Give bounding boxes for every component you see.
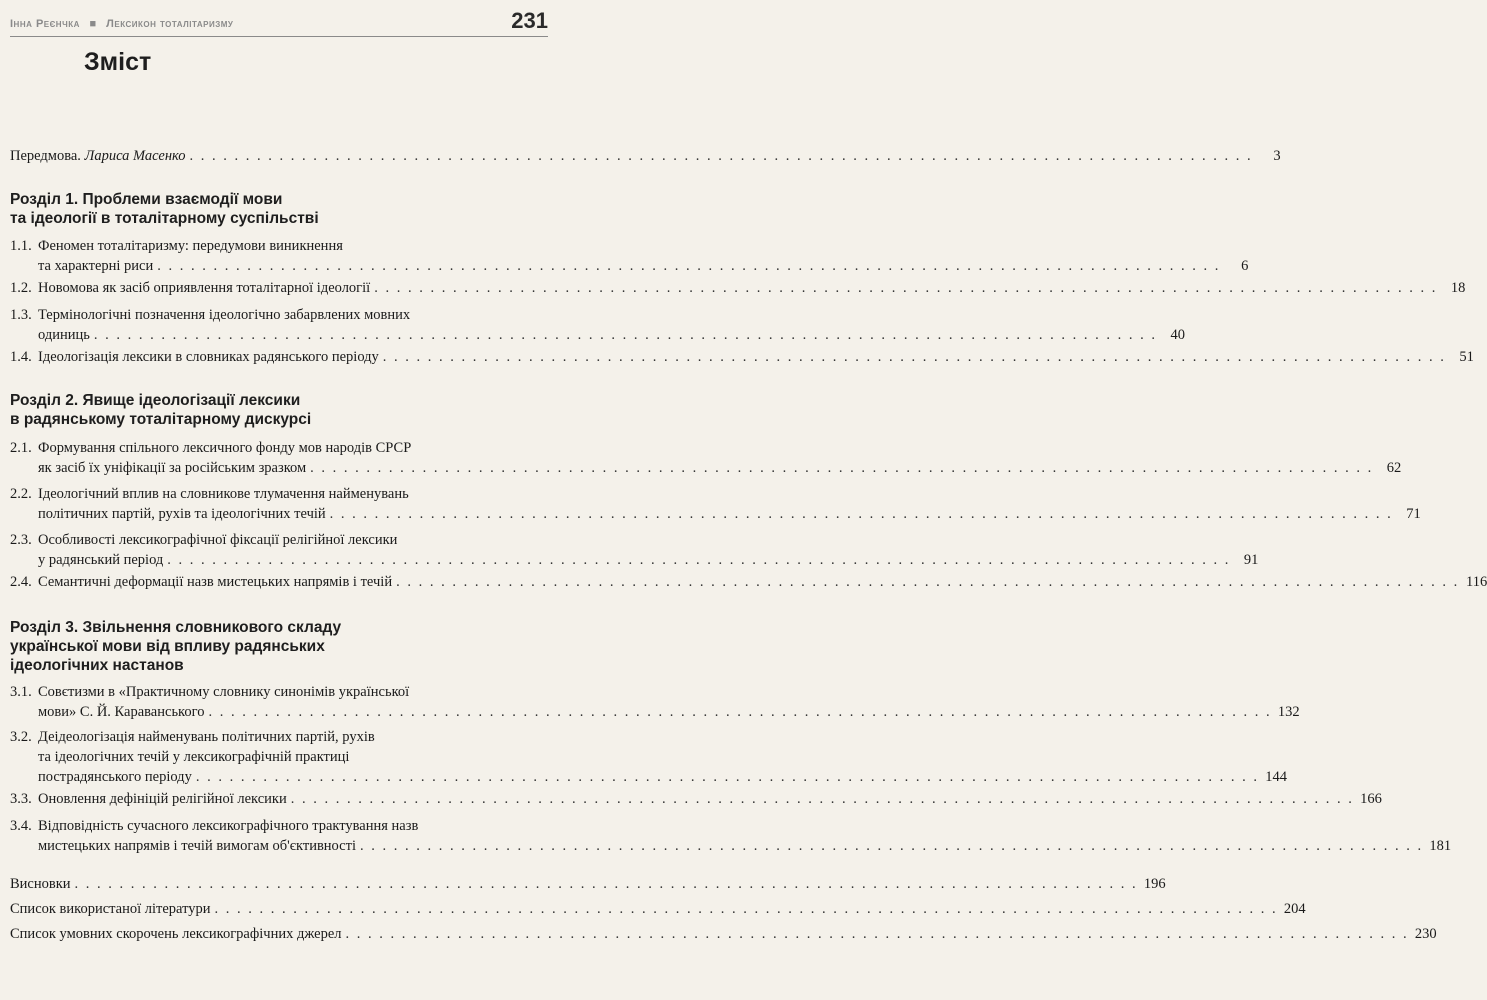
leader-dots [157, 256, 1220, 276]
page-ref: 204 [1283, 901, 1306, 917]
header-author: Інна Реєнчка [10, 18, 80, 30]
entry-title-line: пострадянського періоду [38, 769, 192, 785]
page-number: 231 [511, 8, 548, 33]
leader-dots [383, 347, 1446, 367]
toc-section-3 [10, 618, 530, 675]
preface-label: Передмова. [10, 148, 85, 164]
entry-title-line: одиниць [38, 327, 90, 343]
page-ref: 144 [1265, 769, 1287, 785]
entry-title-line: Новомова як засіб оприявлення тоталітарної ідеології [38, 280, 371, 296]
toc-entry-preface[interactable] [10, 146, 1281, 166]
entry-title-line: Семантичні деформації назв мистецьких напрямів і течій [38, 574, 393, 590]
page-ref: 71 [1406, 506, 1421, 522]
entry-title-line: у радянський період [38, 552, 164, 568]
entry-title-line: мови» С. Й. Караванського [38, 704, 205, 720]
entry-number: 3.1. [10, 684, 32, 700]
entry-title-line: Ідеологізація лексики в словниках радянського періоду [38, 349, 379, 365]
leader-dots [346, 924, 1409, 944]
leader-dots [94, 325, 1157, 345]
entry-title-line: Ідеологічний вплив на словникове тлумачення найменувань [38, 486, 409, 502]
page-title: Зміст [84, 48, 152, 76]
toc-section-1 [10, 190, 530, 228]
leader-dots [330, 504, 1393, 524]
page-ref: 91 [1243, 552, 1259, 568]
entry-title-line: мистецьких напрямів і течій вимогам об'єктивності [38, 838, 356, 854]
leader-dots [167, 550, 1230, 570]
entry-title-line: Список використаної літератури [10, 901, 211, 917]
section-title[interactable]: Розділ 2. Явище ідеологізації лексики в радянському тоталітарному дискурсі [10, 392, 312, 428]
entry-number: 2.2. [10, 486, 32, 502]
section-title[interactable]: Розділ 3. Звільнення словникового складу української мови від впливу радянських ідеологічних настанов [10, 619, 342, 674]
leader-dots [396, 572, 1459, 592]
page-ref: 3 [1273, 148, 1281, 164]
entry-title-line: Оновлення дефініцій релігійної лексики [38, 791, 287, 807]
preface-author: Лариса Масенко [84, 148, 186, 164]
toc-entry[interactable] [10, 727, 1287, 787]
leader-dots [208, 702, 1271, 722]
toc-section-2 [10, 391, 530, 429]
leader-dots [374, 278, 1437, 298]
toc-entry[interactable] [10, 278, 1466, 298]
leader-dots [190, 146, 1253, 166]
entry-number: 2.1. [10, 440, 32, 456]
entry-title-line: та ідеологічних течій у лексикографічній практиці [38, 749, 350, 765]
section-title[interactable]: Розділ 1. Проблеми взаємодії мови та ідеології в тоталітарному суспільстві [10, 191, 319, 227]
toc-entry[interactable] [10, 572, 1487, 592]
entry-title-line: Формування спільного лексичного фонду мов народів СРСР [38, 440, 412, 456]
entry-title-line: Феномен тоталітаризму: передумови виникнення [38, 238, 343, 254]
entry-title-line: Список умовних скорочень лексикографічних джерел [10, 926, 342, 942]
entry-title-line: та характерні риси [38, 258, 154, 274]
entry-title-line: політичних партій, рухів та ідеологічних течій [38, 506, 326, 522]
entry-title-line: як засіб їх уніфікації за російським зразком [38, 460, 307, 476]
entry-title-line: Особливості лексикографічної фіксації релігійної лексики [38, 532, 398, 548]
toc-entry-conclusions[interactable] [10, 874, 1166, 894]
page-ref: 40 [1170, 327, 1185, 343]
page-ref: 6 [1241, 258, 1249, 274]
toc-entry[interactable] [10, 816, 1452, 856]
entry-number: 1.1. [10, 238, 32, 254]
entry-title-line: Висновки [10, 876, 71, 892]
running-header-title [10, 18, 233, 30]
entry-number: 1.4. [10, 349, 32, 365]
leader-dots [196, 767, 1259, 787]
page-ref: 62 [1386, 460, 1402, 476]
toc-entry[interactable] [10, 682, 1300, 722]
entry-title-line: Термінологічні позначення ідеологічно забарвлених мовних [38, 307, 411, 323]
page-ref: 18 [1450, 280, 1466, 296]
leader-dots [310, 458, 1373, 478]
page-ref: 230 [1414, 926, 1437, 942]
page-ref: 51 [1459, 349, 1474, 365]
entry-number: 1.2. [10, 280, 32, 296]
leader-dots [75, 874, 1138, 894]
entry-number: 1.3. [10, 307, 32, 323]
toc-entry[interactable] [10, 347, 1474, 367]
entry-number: 3.2. [10, 729, 32, 745]
entry-title-line: Деідеологізація найменувань політичних партій, рухів [38, 729, 375, 745]
entry-number: 2.4. [10, 574, 32, 590]
page-ref: 116 [1465, 574, 1487, 590]
entry-number: 3.4. [10, 818, 32, 834]
entry-title-line: Совєтизми в «Практичному словнику синонімів української [38, 684, 410, 700]
page-ref: 196 [1143, 876, 1166, 892]
page-ref: 181 [1429, 838, 1452, 854]
header-separator: ■ [89, 18, 97, 30]
toc-entry[interactable] [10, 438, 1402, 478]
toc-entry[interactable] [10, 789, 1382, 809]
entry-title-line: Відповідність сучасного лексикографічного трактування назв [38, 818, 419, 834]
page-ref: 166 [1360, 791, 1382, 807]
entry-number: 2.3. [10, 532, 32, 548]
toc-entry-abbreviations[interactable] [10, 924, 1437, 944]
header-book-title: Лексикон тоталітаризму [106, 18, 234, 30]
toc-entry[interactable] [10, 530, 1259, 570]
entry-number: 3.3. [10, 791, 32, 807]
toc-entry[interactable] [10, 236, 1249, 276]
leader-dots [360, 836, 1423, 856]
page-ref: 132 [1277, 704, 1300, 720]
running-header [10, 8, 548, 37]
toc-preface [10, 146, 1281, 166]
toc-entry-bibliography[interactable] [10, 899, 1306, 919]
leader-dots [291, 789, 1354, 809]
leader-dots [215, 899, 1278, 919]
toc-entry[interactable] [10, 484, 1421, 524]
toc-entry[interactable] [10, 305, 1185, 345]
